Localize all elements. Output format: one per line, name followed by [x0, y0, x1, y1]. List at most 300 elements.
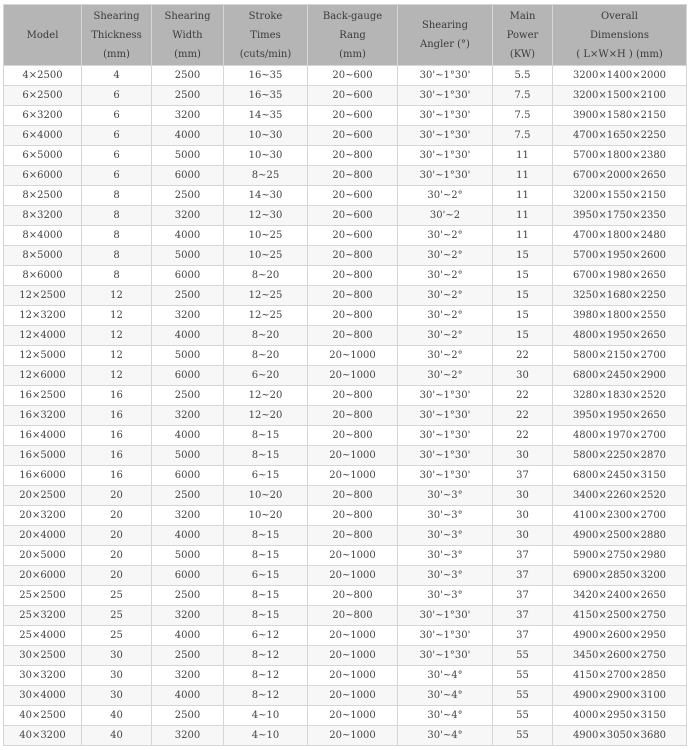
- dimensions-cell: 3950×1750×2350: [553, 206, 687, 226]
- thickness-cell: 30: [82, 646, 152, 666]
- stroke-times-cell: 10~25: [224, 226, 308, 246]
- stroke-times-cell: 4~10: [224, 706, 308, 726]
- dimensions-cell: 4700×1800×2480: [553, 226, 687, 246]
- stroke-times-cell: 8~12: [224, 686, 308, 706]
- back-gauge-cell: 20~1000: [308, 646, 398, 666]
- back-gauge-cell: 20~1000: [308, 706, 398, 726]
- thickness-cell: 16: [82, 406, 152, 426]
- thickness-cell: 20: [82, 546, 152, 566]
- power-cell: 30: [493, 366, 553, 386]
- table-header: [4, 5, 687, 66]
- thickness-cell: 25: [82, 606, 152, 626]
- dimensions-cell: 5800×2250×2870: [553, 446, 687, 466]
- model-cell: 8×4000: [4, 226, 82, 246]
- overall-dimensions-header: [553, 5, 687, 66]
- width-cell: 5000: [152, 146, 224, 166]
- angle-cell: 30'~1°30': [398, 426, 493, 446]
- back-gauge-cell: 20~600: [308, 226, 398, 246]
- model-cell: 12×4000: [4, 326, 82, 346]
- back-gauge-cell: 20~800: [308, 586, 398, 606]
- table-row: [4, 386, 687, 406]
- angle-cell: 30'~2°: [398, 266, 493, 286]
- dimensions-cell: 3420×2400×2650: [553, 586, 687, 606]
- dimensions-cell: 5700×1950×2600: [553, 246, 687, 266]
- width-cell: 2500: [152, 586, 224, 606]
- thickness-cell: 16: [82, 466, 152, 486]
- specifications-table: [3, 4, 687, 746]
- width-cell: 3200: [152, 606, 224, 626]
- header-line: (mm): [174, 48, 201, 60]
- thickness-cell: 16: [82, 446, 152, 466]
- table-body: [4, 66, 687, 746]
- width-cell: 3200: [152, 726, 224, 746]
- angle-cell: 30'~3°: [398, 586, 493, 606]
- thickness-cell: 16: [82, 386, 152, 406]
- header-line: Stroke: [248, 10, 283, 22]
- dimensions-cell: 3900×1580×2150: [553, 106, 687, 126]
- angle-cell: 30'~2°: [398, 286, 493, 306]
- power-cell: 30: [493, 506, 553, 526]
- width-cell: 2500: [152, 386, 224, 406]
- back-gauge-cell: 20~800: [308, 246, 398, 266]
- table-row: [4, 686, 687, 706]
- stroke-times-cell: 12~25: [224, 286, 308, 306]
- width-cell: 2500: [152, 706, 224, 726]
- width-cell: 5000: [152, 346, 224, 366]
- width-cell: 4000: [152, 426, 224, 446]
- thickness-cell: 8: [82, 246, 152, 266]
- model-cell: 30×2500: [4, 646, 82, 666]
- width-cell: 4000: [152, 326, 224, 346]
- stroke-times-cell: 14~35: [224, 106, 308, 126]
- stroke-times-cell: 6~15: [224, 466, 308, 486]
- model-cell: 40×3200: [4, 726, 82, 746]
- angle-cell: 30'~3°: [398, 526, 493, 546]
- stroke-times-cell: 8~12: [224, 646, 308, 666]
- stroke-times-cell: 8~15: [224, 546, 308, 566]
- back-gauge-cell: 20~800: [308, 326, 398, 346]
- back-gauge-cell: 20~1000: [308, 726, 398, 746]
- stroke-times-cell: 12~20: [224, 406, 308, 426]
- back-gauge-cell: 20~800: [308, 406, 398, 426]
- thickness-cell: 8: [82, 186, 152, 206]
- thickness-cell: 6: [82, 86, 152, 106]
- header-line: (mm): [103, 48, 130, 60]
- stroke-times-cell: 8~15: [224, 606, 308, 626]
- thickness-cell: 25: [82, 626, 152, 646]
- stroke-times-cell: 6~15: [224, 566, 308, 586]
- width-cell: 2500: [152, 646, 224, 666]
- thickness-cell: 6: [82, 166, 152, 186]
- angle-cell: 30'~3°: [398, 566, 493, 586]
- model-cell: 16×2500: [4, 386, 82, 406]
- model-cell: 6×6000: [4, 166, 82, 186]
- thickness-cell: 25: [82, 586, 152, 606]
- header-line: (cuts/min): [239, 48, 292, 60]
- dimensions-cell: 6800×2450×2900: [553, 366, 687, 386]
- angle-cell: 30'~1°30': [398, 386, 493, 406]
- thickness-cell: 6: [82, 126, 152, 146]
- angle-cell: 30'~1°30': [398, 166, 493, 186]
- model-header: [4, 5, 82, 66]
- model-cell: 20×3200: [4, 506, 82, 526]
- power-cell: 37: [493, 466, 553, 486]
- width-cell: 2500: [152, 186, 224, 206]
- thickness-cell: 12: [82, 346, 152, 366]
- dimensions-cell: 6700×2000×2650: [553, 166, 687, 186]
- header-line: (KW): [509, 48, 536, 60]
- width-cell: 6000: [152, 566, 224, 586]
- back-gauge-cell: 20~1000: [308, 686, 398, 706]
- angle-cell: 30'~2°: [398, 326, 493, 346]
- model-cell: 16×3200: [4, 406, 82, 426]
- thickness-cell: 20: [82, 566, 152, 586]
- angle-cell: 30'~1°30': [398, 66, 493, 86]
- power-cell: 15: [493, 306, 553, 326]
- angle-cell: 30'~1°30': [398, 606, 493, 626]
- stroke-times-cell: 8~15: [224, 426, 308, 446]
- dimensions-cell: 4900×3050×3680: [553, 726, 687, 746]
- model-cell: 25×3200: [4, 606, 82, 626]
- dimensions-cell: 3450×2600×2750: [553, 646, 687, 666]
- power-cell: 55: [493, 646, 553, 666]
- width-cell: 4000: [152, 526, 224, 546]
- model-cell: 16×4000: [4, 426, 82, 446]
- angle-cell: 30'~4°: [398, 706, 493, 726]
- power-cell: 11: [493, 166, 553, 186]
- width-cell: 2500: [152, 66, 224, 86]
- back-gauge-cell: 20~1000: [308, 566, 398, 586]
- model-cell: 20×4000: [4, 526, 82, 546]
- dimensions-cell: 3200×1500×2100: [553, 86, 687, 106]
- angle-cell: 30'~1°30': [398, 126, 493, 146]
- model-cell: 4×2500: [4, 66, 82, 86]
- power-cell: 30: [493, 446, 553, 466]
- dimensions-cell: 4150×2700×2850: [553, 666, 687, 686]
- angle-cell: 30'~1°30': [398, 406, 493, 426]
- thickness-cell: 8: [82, 226, 152, 246]
- back-gauge-cell: 20~800: [308, 426, 398, 446]
- thickness-cell: 6: [82, 106, 152, 126]
- dimensions-cell: 4900×2900×3100: [553, 686, 687, 706]
- stroke-times-cell: 14~30: [224, 186, 308, 206]
- table-row: [4, 186, 687, 206]
- header-row: [4, 5, 687, 66]
- table-row: [4, 206, 687, 226]
- table-row: [4, 426, 687, 446]
- thickness-cell: 40: [82, 706, 152, 726]
- table-row: [4, 506, 687, 526]
- header-line: Thickness: [91, 29, 142, 41]
- table-row: [4, 566, 687, 586]
- width-cell: 6000: [152, 266, 224, 286]
- thickness-cell: 8: [82, 266, 152, 286]
- back-gauge-cell: 20~1000: [308, 466, 398, 486]
- power-cell: 55: [493, 666, 553, 686]
- stroke-times-cell: 8~15: [224, 446, 308, 466]
- angle-cell: 30'~2°: [398, 226, 493, 246]
- stroke-times-cell: 10~25: [224, 246, 308, 266]
- thickness-cell: 12: [82, 366, 152, 386]
- model-cell: 20×2500: [4, 486, 82, 506]
- power-cell: 7.5: [493, 126, 553, 146]
- width-cell: 3200: [152, 406, 224, 426]
- back-gauge-cell: 20~800: [308, 146, 398, 166]
- table-row: [4, 266, 687, 286]
- dimensions-cell: 4800×1950×2650: [553, 326, 687, 346]
- model-cell: 30×4000: [4, 686, 82, 706]
- model-cell: 8×5000: [4, 246, 82, 266]
- angle-cell: 30'~3°: [398, 486, 493, 506]
- angle-cell: 30'~2°: [398, 306, 493, 326]
- header-line: Shearing: [164, 10, 211, 22]
- back-gauge-cell: 20~1000: [308, 446, 398, 466]
- model-cell: 40×2500: [4, 706, 82, 726]
- table-row: [4, 366, 687, 386]
- power-cell: 30: [493, 526, 553, 546]
- table-row: [4, 226, 687, 246]
- model-cell: 12×2500: [4, 286, 82, 306]
- power-cell: 22: [493, 346, 553, 366]
- back-gauge-cell: 20~1000: [308, 626, 398, 646]
- table-row: [4, 286, 687, 306]
- dimensions-cell: 4900×2500×2880: [553, 526, 687, 546]
- back-gauge-cell: 20~800: [308, 166, 398, 186]
- stroke-times-cell: 6~12: [224, 626, 308, 646]
- width-cell: 5000: [152, 446, 224, 466]
- stroke-times-cell: 10~20: [224, 506, 308, 526]
- back-gauge-range-header: [308, 5, 398, 66]
- angle-cell: 30'~1°30': [398, 106, 493, 126]
- dimensions-cell: 4700×1650×2250: [553, 126, 687, 146]
- model-cell: 12×3200: [4, 306, 82, 326]
- angle-cell: 30'~2°: [398, 346, 493, 366]
- thickness-cell: 12: [82, 306, 152, 326]
- dimensions-cell: 3280×1830×2520: [553, 386, 687, 406]
- back-gauge-cell: 20~600: [308, 206, 398, 226]
- stroke-times-cell: 8~20: [224, 326, 308, 346]
- angle-cell: 30'~1°30': [398, 446, 493, 466]
- table-row: [4, 646, 687, 666]
- power-cell: 15: [493, 266, 553, 286]
- model-cell: 20×5000: [4, 546, 82, 566]
- header-line: Main: [509, 10, 536, 22]
- width-cell: 4000: [152, 686, 224, 706]
- angle-cell: 30'~3°: [398, 506, 493, 526]
- angle-cell: 30'~4°: [398, 666, 493, 686]
- angle-cell: 30'~1°30': [398, 626, 493, 646]
- table-row: [4, 126, 687, 146]
- table-row: [4, 526, 687, 546]
- header-line: Shearing: [422, 20, 468, 31]
- table-row: [4, 726, 687, 746]
- model-cell: 16×5000: [4, 446, 82, 466]
- table-row: [4, 626, 687, 646]
- back-gauge-cell: 20~600: [308, 86, 398, 106]
- dimensions-cell: 5800×2150×2700: [553, 346, 687, 366]
- model-cell: 8×2500: [4, 186, 82, 206]
- model-cell: 16×6000: [4, 466, 82, 486]
- header-line: Dimensions: [590, 29, 649, 41]
- width-cell: 3200: [152, 506, 224, 526]
- power-cell: 15: [493, 326, 553, 346]
- power-cell: 22: [493, 426, 553, 446]
- width-cell: 6000: [152, 366, 224, 386]
- power-cell: 15: [493, 246, 553, 266]
- thickness-cell: 12: [82, 286, 152, 306]
- power-cell: 22: [493, 386, 553, 406]
- thickness-cell: 16: [82, 426, 152, 446]
- table-row: [4, 586, 687, 606]
- width-cell: 4000: [152, 226, 224, 246]
- width-cell: 4000: [152, 126, 224, 146]
- thickness-cell: 20: [82, 506, 152, 526]
- dimensions-cell: 6800×2450×3150: [553, 466, 687, 486]
- table-row: [4, 406, 687, 426]
- shearing-angle-header: [398, 5, 493, 66]
- width-cell: 2500: [152, 86, 224, 106]
- stroke-times-cell: 8~25: [224, 166, 308, 186]
- back-gauge-cell: 20~1000: [308, 366, 398, 386]
- power-cell: 11: [493, 206, 553, 226]
- table-row: [4, 106, 687, 126]
- thickness-cell: 20: [82, 526, 152, 546]
- stroke-times-header: [224, 5, 308, 66]
- width-cell: 5000: [152, 246, 224, 266]
- back-gauge-cell: 20~800: [308, 286, 398, 306]
- power-cell: 11: [493, 186, 553, 206]
- main-power-header: [493, 5, 553, 66]
- angle-cell: 30'~1°30': [398, 86, 493, 106]
- width-cell: 6000: [152, 466, 224, 486]
- model-cell: 25×4000: [4, 626, 82, 646]
- thickness-cell: 6: [82, 146, 152, 166]
- back-gauge-cell: 20~600: [308, 106, 398, 126]
- header-line: (mm): [339, 48, 366, 60]
- shearing-width-header: [152, 5, 224, 66]
- dimensions-cell: 3400×2260×2520: [553, 486, 687, 506]
- stroke-times-cell: 10~20: [224, 486, 308, 506]
- width-cell: 2500: [152, 486, 224, 506]
- thickness-cell: 4: [82, 66, 152, 86]
- header-line: Shearing: [93, 10, 140, 22]
- dimensions-cell: 4100×2300×2700: [553, 506, 687, 526]
- power-cell: 37: [493, 606, 553, 626]
- angle-cell: 30'~3°: [398, 546, 493, 566]
- power-cell: 30: [493, 486, 553, 506]
- angle-cell: 30'~1°30': [398, 646, 493, 666]
- power-cell: 11: [493, 226, 553, 246]
- stroke-times-cell: 8~20: [224, 346, 308, 366]
- thickness-cell: 30: [82, 666, 152, 686]
- back-gauge-cell: 20~800: [308, 266, 398, 286]
- width-cell: 3200: [152, 106, 224, 126]
- header-line: Back-gauge: [322, 10, 383, 22]
- table-row: [4, 66, 687, 86]
- stroke-times-cell: 16~35: [224, 86, 308, 106]
- power-cell: 37: [493, 586, 553, 606]
- power-cell: 37: [493, 626, 553, 646]
- dimensions-cell: 6700×1980×2650: [553, 266, 687, 286]
- width-cell: 3200: [152, 666, 224, 686]
- stroke-times-cell: 8~20: [224, 266, 308, 286]
- header-line: Rang: [339, 29, 366, 41]
- model-cell: 25×2500: [4, 586, 82, 606]
- thickness-cell: 12: [82, 326, 152, 346]
- model-cell: 8×3200: [4, 206, 82, 226]
- thickness-cell: 30: [82, 686, 152, 706]
- power-cell: 7.5: [493, 86, 553, 106]
- table-row: [4, 326, 687, 346]
- width-cell: 6000: [152, 166, 224, 186]
- angle-cell: 30'~2°: [398, 366, 493, 386]
- stroke-times-cell: 12~25: [224, 306, 308, 326]
- back-gauge-cell: 20~1000: [308, 346, 398, 366]
- header-line: Width: [172, 29, 203, 41]
- header-line: Angler (°): [420, 39, 470, 50]
- table-row: [4, 486, 687, 506]
- back-gauge-cell: 20~800: [308, 486, 398, 506]
- dimensions-cell: 5700×1800×2380: [553, 146, 687, 166]
- angle-cell: 30'~2°: [398, 246, 493, 266]
- dimensions-cell: 3250×1680×2250: [553, 286, 687, 306]
- table-row: [4, 446, 687, 466]
- table-row: [4, 166, 687, 186]
- table-row: [4, 306, 687, 326]
- width-cell: 4000: [152, 626, 224, 646]
- dimensions-cell: 3200×1400×2000: [553, 66, 687, 86]
- back-gauge-cell: 20~800: [308, 506, 398, 526]
- dimensions-cell: 4800×1970×2700: [553, 426, 687, 446]
- dimensions-cell: 5900×2750×2980: [553, 546, 687, 566]
- stroke-times-cell: 12~20: [224, 386, 308, 406]
- thickness-cell: 8: [82, 206, 152, 226]
- table-row: [4, 546, 687, 566]
- angle-cell: 30'~2: [398, 206, 493, 226]
- back-gauge-cell: 20~800: [308, 606, 398, 626]
- width-cell: 3200: [152, 206, 224, 226]
- model-cell: 6×5000: [4, 146, 82, 166]
- stroke-times-cell: 8~12: [224, 666, 308, 686]
- angle-cell: 30'~1°30': [398, 466, 493, 486]
- angle-cell: 30'~1°30': [398, 146, 493, 166]
- header-line: Model: [26, 29, 59, 41]
- model-cell: 8×6000: [4, 266, 82, 286]
- model-cell: 6×2500: [4, 86, 82, 106]
- back-gauge-cell: 20~1000: [308, 546, 398, 566]
- back-gauge-cell: 20~800: [308, 386, 398, 406]
- stroke-times-cell: 6~20: [224, 366, 308, 386]
- power-cell: 11: [493, 146, 553, 166]
- width-cell: 5000: [152, 546, 224, 566]
- stroke-times-cell: 10~30: [224, 146, 308, 166]
- back-gauge-cell: 20~600: [308, 126, 398, 146]
- table-row: [4, 666, 687, 686]
- back-gauge-cell: 20~800: [308, 526, 398, 546]
- table-row: [4, 86, 687, 106]
- model-cell: 6×3200: [4, 106, 82, 126]
- back-gauge-cell: 20~600: [308, 66, 398, 86]
- dimensions-cell: 4150×2500×2750: [553, 606, 687, 626]
- width-cell: 3200: [152, 306, 224, 326]
- shearing-thickness-header: [82, 5, 152, 66]
- stroke-times-cell: 10~30: [224, 126, 308, 146]
- stroke-times-cell: 8~15: [224, 526, 308, 546]
- header-line: ( L×W×H ) (mm): [576, 48, 663, 60]
- power-cell: 55: [493, 726, 553, 746]
- table-row: [4, 606, 687, 626]
- stroke-times-cell: 4~10: [224, 726, 308, 746]
